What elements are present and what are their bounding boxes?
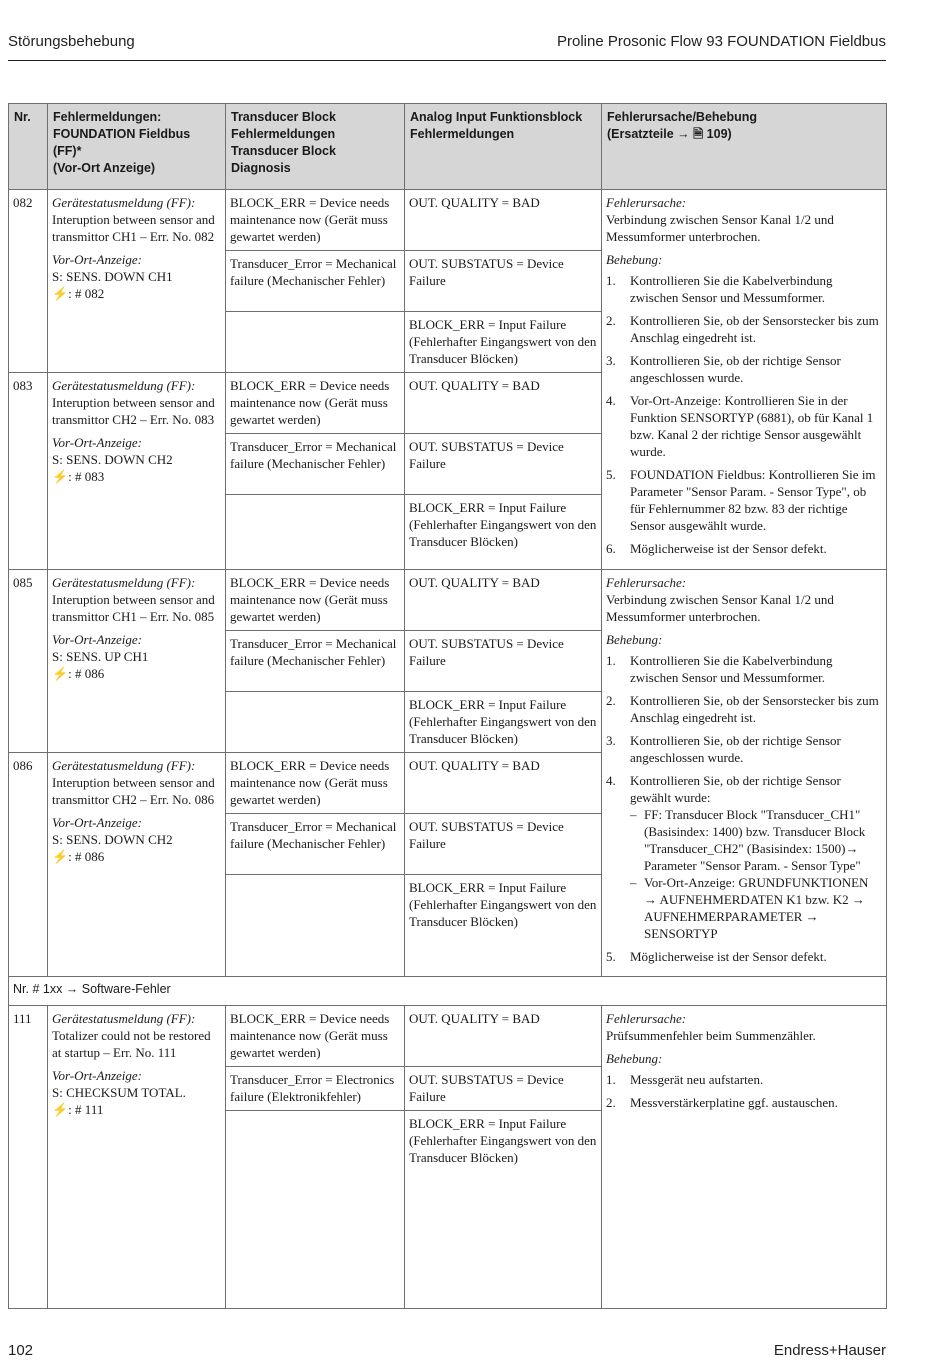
ai-message: OUT. SUBSTATUS = Device Failure bbox=[405, 434, 602, 495]
list-item: 1. Messgerät neu aufstarten. bbox=[606, 1072, 764, 1087]
list-item: 1. Kontrollieren Sie die Kabelverbindung zwischen Sensor und Messumformer. bbox=[606, 273, 833, 305]
header-rule bbox=[8, 60, 886, 61]
list-item: 4. Vor-Ort-Anzeige: Kontrollieren Sie in der Funktion SENSORTYP (6881), ob für Kanal 1 bzw. Kanal 2 der richtige Sensor ausgewählt wurde. bbox=[606, 393, 874, 459]
ai-message: OUT. QUALITY = BAD bbox=[405, 190, 602, 251]
header-analog-input: Analog Input Funktionsblock Fehlermeldungen bbox=[405, 104, 602, 190]
header-ff-messages: Fehlermeldungen: FOUNDATION Fieldbus (FF)* (Vor-Ort Anzeige) bbox=[48, 104, 226, 190]
ai-message: BLOCK_ERR = Input Failure (Fehlerhafter Eingangswert von den Transducer Blöcken) bbox=[405, 875, 602, 977]
brand-name: Endress+Hauser bbox=[773, 1342, 886, 1359]
error-number: 111 bbox=[9, 1006, 48, 1309]
ai-message: OUT. SUBSTATUS = Device Failure bbox=[405, 1067, 602, 1111]
tb-message: BLOCK_ERR = Device needs maintenance now (Gerät muss gewartet werden) bbox=[226, 1006, 405, 1067]
ai-message: BLOCK_ERR = Input Failure (Fehlerhafter Eingangswert von den Transducer Blöcken) bbox=[405, 692, 602, 753]
header-nr: Nr. bbox=[9, 104, 48, 190]
tb-message: BLOCK_ERR = Device needs maintenance now (Gerät muss gewartet werden) bbox=[226, 753, 405, 814]
list-item: 3. Kontrollieren Sie, ob der richtige Sensor angeschlossen wurde. bbox=[606, 733, 841, 765]
cause-remedy-cell: Fehlerursache: Prüfsummenfehler beim Summenzähler. Behebung: 1. Messgerät neu aufstarten. 2. Messverstärkerplatine ggf. austauschen. bbox=[602, 1006, 887, 1309]
tb-empty bbox=[226, 495, 405, 570]
ai-message: OUT. QUALITY = BAD bbox=[405, 570, 602, 631]
error-number: 083 bbox=[9, 373, 48, 570]
ai-message: OUT. SUBSTATUS = Device Failure bbox=[405, 631, 602, 692]
section-title: Nr. # 1xx → Software-Fehler bbox=[9, 977, 887, 1006]
ai-message: OUT. QUALITY = BAD bbox=[405, 753, 602, 814]
list-item: 1. Kontrollieren Sie die Kabelverbindung zwischen Sensor und Messumformer. bbox=[606, 653, 833, 685]
list-item: 4. Kontrollieren Sie, ob der richtige Sensor gewählt wurde: – FF: Transducer Block "Transducer_CH1" (Basisindex: 1400) bzw. Transducer Block "Transducer_CH2" (Basisindex: 1500)→ Parameter "Sensor Param. - Sensor Type" – Vor-Ort-Anzeige: GRUNDFUNKTIONEN → AUFNEHMERDATEN K1 bzw. K2 → AUFNEHMERPARAMETER → SENSORTYP bbox=[606, 772, 882, 942]
running-header-section: Störungsbehebung bbox=[8, 33, 135, 50]
tb-empty bbox=[226, 312, 405, 373]
header-transducer-block: Transducer Block Fehlermeldungen Transducer Block Diagnosis bbox=[226, 104, 405, 190]
ff-message-cell: Gerätestatusmeldung (FF): Totalizer could not be restored at startup – Err. No. 111 Vor-Ort-Anzeige: S: CHECKSUM TOTAL. ⚡: # 111 bbox=[48, 1006, 226, 1309]
tb-empty bbox=[226, 1111, 405, 1309]
ff-message-cell: Gerätestatusmeldung (FF): Interuption between sensor and transmittor CH1 – Err. No. 082 Vor-Ort-Anzeige: S: SENS. DOWN CH1 ⚡: # 082 bbox=[48, 190, 226, 373]
tb-message: BLOCK_ERR = Device needs maintenance now (Gerät muss gewartet werden) bbox=[226, 190, 405, 251]
ai-message: OUT. SUBSTATUS = Device Failure bbox=[405, 251, 602, 312]
ai-message: OUT. QUALITY = BAD bbox=[405, 1006, 602, 1067]
tb-empty bbox=[226, 692, 405, 753]
tb-message: BLOCK_ERR = Device needs maintenance now (Gerät muss gewartet werden) bbox=[226, 570, 405, 631]
list-item: – FF: Transducer Block "Transducer_CH1" (Basisindex: 1400) bzw. Transducer Block "Transducer_CH2" (Basisindex: 1500)→ Parameter "Sensor Param. - Sensor Type" bbox=[630, 807, 866, 873]
list-item: 2. Kontrollieren Sie, ob der Sensorstecker bis zum Anschlag eingedreht ist. bbox=[606, 693, 879, 725]
error-number: 082 bbox=[9, 190, 48, 373]
table-row bbox=[9, 1006, 887, 1067]
error-number: 085 bbox=[9, 570, 48, 753]
section-row bbox=[9, 977, 887, 1006]
list-item: – Vor-Ort-Anzeige: GRUNDFUNKTIONEN → AUFNEHMERDATEN K1 bzw. K2 → AUFNEHMERPARAMETER → SENSORTYP bbox=[630, 875, 869, 941]
list-item: 5. Möglicherweise ist der Sensor defekt. bbox=[606, 949, 827, 964]
ai-message: OUT. SUBSTATUS = Device Failure bbox=[405, 814, 602, 875]
cause-remedy-cell: Fehlerursache: Verbindung zwischen Sensor Kanal 1/2 und Messumformer unterbrochen. Behebung: 1. Kontrollieren Sie die Kabelverbindung zwischen Sensor und Messumformer. 2. Kontrollieren Sie, ob der Sensorstecker bis zum Anschlag eingedreht ist. 3. Kontrollieren Sie, ob der richtige Sensor angeschlossen wurde. 4. Vor-Ort-Anzeige: Kontrollieren Sie in der Funktion SENSORTYP (6881), ob für Kanal 1 bzw. Kanal 2 der richtige Sensor ausgewählt wurde. 5. FOUNDATION Fieldbus: Kontrollieren Sie im Parameter "Sensor Param. - Sensor Type", ob für Fehlernummer 82 bzw. 83 der richtige Sensor ausgewählt wurde. 6. Möglicherweise ist der Sensor defekt. bbox=[602, 190, 887, 570]
error-number: 086 bbox=[9, 753, 48, 977]
list-item: 5. FOUNDATION Fieldbus: Kontrollieren Sie im Parameter "Sensor Param. - Sensor Type", ob für Fehlernummer 82 bzw. 83 der richtige Sensor ausgewählt wurde. bbox=[606, 467, 876, 533]
ai-message: BLOCK_ERR = Input Failure (Fehlerhafter Eingangswert von den Transducer Blöcken) bbox=[405, 312, 602, 373]
tb-message: Transducer_Error = Mechanical failure (Mechanischer Fehler) bbox=[226, 631, 405, 692]
table-header-row bbox=[9, 104, 887, 190]
list-item: 2. Kontrollieren Sie, ob der Sensorstecker bis zum Anschlag eingedreht ist. bbox=[606, 313, 879, 345]
table-row bbox=[9, 570, 887, 631]
list-item: 3. Kontrollieren Sie, ob der richtige Sensor angeschlossen wurde. bbox=[606, 353, 841, 385]
page-number: 102 bbox=[8, 1342, 34, 1359]
table-row bbox=[9, 190, 887, 251]
error-table bbox=[8, 103, 887, 1309]
ff-message-cell: Gerätestatusmeldung (FF): Interuption between sensor and transmittor CH2 – Err. No. 083 Vor-Ort-Anzeige: S: SENS. DOWN CH2 ⚡: # 083 bbox=[48, 373, 226, 570]
ai-message: BLOCK_ERR = Input Failure (Fehlerhafter Eingangswert von den Transducer Blöcken) bbox=[405, 1111, 602, 1309]
tb-message: Transducer_Error = Electronics failure (Elektronikfehler) bbox=[226, 1067, 405, 1111]
cause-remedy-cell: Fehlerursache: Verbindung zwischen Sensor Kanal 1/2 und Messumformer unterbrochen. Behebung: 1. Kontrollieren Sie die Kabelverbindung zwischen Sensor und Messumformer. 2. Kontrollieren Sie, ob der Sensorstecker bis zum Anschlag eingedreht ist. 3. Kontrollieren Sie, ob der richtige Sensor angeschlossen wurde. 4. Kontrollieren Sie, ob der richtige Sensor gewählt wurde: – FF: Transducer Block "Transducer_CH1" (Basisindex: 1400) bzw. Transducer Block "Transducer_CH2" (Basisindex: 1500)→ Parameter "Sensor Param. - Sensor Type" – Vor-Ort-Anzeige: GRUNDFUNKTIONEN → AUFNEHMERDATEN K1 bzw. K2 → AUFNEHMERPARAMETER → SENSORTYP 5. Möglicherweise ist der Sensor defekt. bbox=[602, 570, 887, 977]
ai-message: OUT. QUALITY = BAD bbox=[405, 373, 602, 434]
ff-message-cell: Gerätestatusmeldung (FF): Interuption between sensor and transmittor CH1 – Err. No. 085 Vor-Ort-Anzeige: S: SENS. UP CH1 ⚡: # 086 bbox=[48, 570, 226, 753]
tb-message: BLOCK_ERR = Device needs maintenance now (Gerät muss gewartet werden) bbox=[226, 373, 405, 434]
tb-message: Transducer_Error = Mechanical failure (Mechanischer Fehler) bbox=[226, 434, 405, 495]
ai-message: BLOCK_ERR = Input Failure (Fehlerhafter Eingangswert von den Transducer Blöcken) bbox=[405, 495, 602, 570]
header-cause-remedy: Fehlerursache/Behebung (Ersatzteile → 🗎 109) bbox=[602, 104, 887, 190]
tb-message: Transducer_Error = Mechanical failure (Mechanischer Fehler) bbox=[226, 251, 405, 312]
running-header-product: Proline Prosonic Flow 93 FOUNDATION Fieldbus bbox=[557, 33, 886, 50]
list-item: 6. Möglicherweise ist der Sensor defekt. bbox=[606, 541, 827, 556]
tb-message: Transducer_Error = Mechanical failure (Mechanischer Fehler) bbox=[226, 814, 405, 875]
tb-empty bbox=[226, 875, 405, 977]
list-item: 2. Messverstärkerplatine ggf. austauschen. bbox=[606, 1095, 838, 1110]
ff-message-cell: Gerätestatusmeldung (FF): Interuption between sensor and transmittor CH2 – Err. No. 086 Vor-Ort-Anzeige: S: SENS. DOWN CH2 ⚡: # 086 bbox=[48, 753, 226, 977]
